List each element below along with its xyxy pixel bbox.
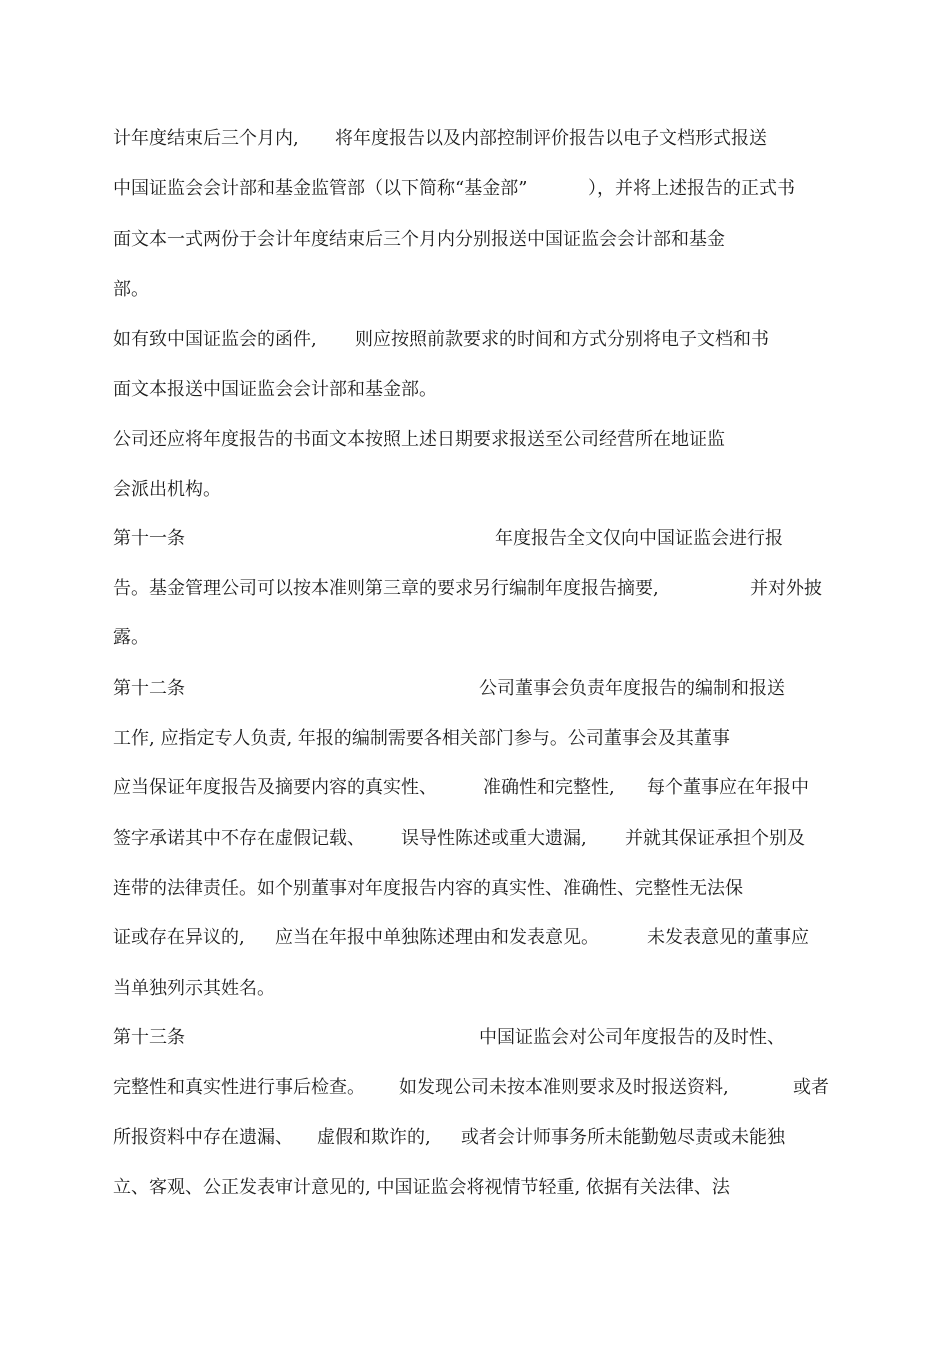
text-segment: 或者会计师事务所未能勤勉尽责或未能独	[461, 1127, 785, 1148]
text-segment: ），并将上述报告的正式书	[588, 178, 795, 199]
text-segment: 部。	[113, 279, 149, 300]
text-segment: 应当保证年度报告及摘要内容的真实性、	[113, 777, 437, 798]
text-segment: 告。基金管理公司可以按本准则第三章的要求另行编制年度报告摘要,	[113, 578, 659, 599]
article-number: 第十一条	[113, 528, 185, 549]
text-segment: 并就其保证承担个别及	[625, 828, 805, 849]
text-segment: 面文本一式两份于会计年度结束后三个月内分别报送中国证监会会计部和基金	[113, 229, 725, 250]
text-segment: 中国证监会会计部和基金监管部（以下简称“基金部”	[113, 178, 528, 199]
text-segment: 中国证监会对公司年度报告的及时性、	[479, 1027, 785, 1048]
text-segment: 虚假和欺诈的,	[317, 1127, 431, 1148]
text-segment: 会派出机构。	[113, 479, 221, 500]
text-segment: 准确性和完整性,	[483, 777, 615, 798]
article-number: 第十三条	[113, 1027, 185, 1048]
text-segment: 露。	[113, 627, 149, 648]
text-segment: 并对外披	[750, 578, 822, 599]
text-segment: 则应按照前款要求的时间和方式分别将电子文档和书	[355, 329, 769, 350]
text-segment: 连带的法律责任。如个别董事对年度报告内容的真实性、准确性、完整性无法保	[113, 878, 743, 899]
text-segment: 公司董事会负责年度报告的编制和报送	[479, 678, 785, 699]
text-segment: 如有致中国证监会的函件,	[113, 329, 317, 350]
text-segment: 当单独列示其姓名。	[113, 978, 275, 999]
text-segment: 每个董事应在年报中	[647, 777, 809, 798]
text-segment: 立、客观、公正发表审计意见的, 中国证监会将视情节轻重, 依据有关法律、法	[113, 1177, 730, 1198]
text-segment: 如发现公司未按本准则要求及时报送资料,	[399, 1077, 729, 1098]
text-segment: 完整性和真实性进行事后检查。	[113, 1077, 365, 1098]
text-segment: 面文本报送中国证监会会计部和基金部。	[113, 379, 437, 400]
text-segment: 计年度结束后三个月内,	[113, 128, 299, 149]
text-segment: 误导性陈述或重大遗漏,	[401, 828, 587, 849]
text-segment: 未发表意见的董事应	[647, 927, 809, 948]
text-segment: 所报资料中存在遗漏、	[113, 1127, 293, 1148]
text-segment: 签字承诺其中不存在虚假记载、	[113, 828, 365, 849]
text-segment: 应当在年报中单独陈述理由和发表意见。	[275, 927, 599, 948]
text-segment: 或者	[793, 1077, 829, 1098]
text-segment: 年度报告全文仅向中国证监会进行报	[495, 528, 783, 549]
text-segment: 工作, 应指定专人负责, 年报的编制需要各相关部门参与。公司董事会及其董事	[113, 728, 730, 749]
text-segment: 公司还应将年度报告的书面文本按照上述日期要求报送至公司经营所在地证监	[113, 429, 725, 450]
text-segment: 将年度报告以及内部控制评价报告以电子文档形式报送	[335, 128, 767, 149]
text-segment: 证或存在异议的,	[113, 927, 245, 948]
article-number: 第十二条	[113, 678, 185, 699]
